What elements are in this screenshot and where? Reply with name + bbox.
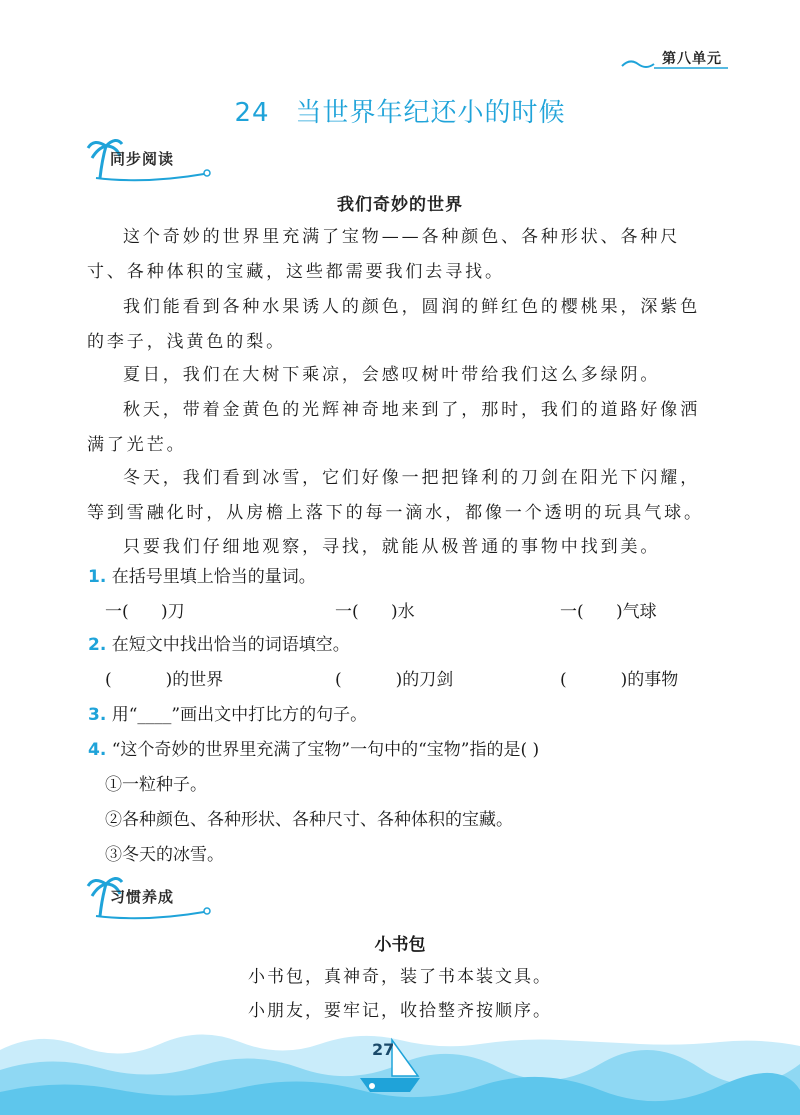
paragraph-4: 秋天，带着金黄色的光辉神奇地来到了，那时，我们的道路好像洒满了光芒。 <box>87 400 701 455</box>
page-number: 27 <box>372 1040 395 1059</box>
question-2 <box>88 630 350 660</box>
question-number: 1. <box>88 567 107 587</box>
option-3[interactable]: ③冬天的冰雪。 <box>105 845 224 865</box>
lesson-name: 当世界年纪还小的时候 <box>295 98 566 128</box>
poem-line-1: 小书包，真神奇，装了书本装文具。 <box>248 967 552 987</box>
lesson-title <box>0 92 800 129</box>
question-4 <box>88 735 539 765</box>
section-header-habit <box>86 872 216 922</box>
blank-item[interactable]: ( )的刀剑 <box>335 670 454 690</box>
paragraph-6: 只要我们仔细地观察，寻找，就能从极普通的事物中找到美。 <box>123 537 661 557</box>
section-label-habit: 习惯养成 <box>110 888 175 906</box>
section-header-reading <box>86 134 216 184</box>
blank-item[interactable]: 一( )水 <box>335 602 415 622</box>
question-text: 用“____”画出文中打比方的句子。 <box>111 705 368 725</box>
footer-waves <box>0 1020 800 1115</box>
paragraph-3: 夏日，我们在大树下乘凉，会感叹树叶带给我们这么多绿阴。 <box>123 365 661 385</box>
poem-line-2: 小朋友，要牢记，收拾整齐按顺序。 <box>248 1001 552 1021</box>
question-3 <box>88 700 367 730</box>
question-text: “这个奇妙的世界里充满了宝物”一句中的“宝物”指的是( ) <box>111 740 540 760</box>
unit-tag <box>620 46 730 74</box>
blank-row-2 <box>105 665 725 695</box>
question-text: 在短文中找出恰当的词语填空。 <box>111 635 350 655</box>
blank-item[interactable]: 一( )气球 <box>560 602 657 622</box>
option-1[interactable]: ①一粒种子。 <box>105 775 207 795</box>
question-number: 4. <box>88 740 107 760</box>
lesson-number: 24 <box>234 98 270 128</box>
article-title: 我们奇妙的世界 <box>337 195 463 215</box>
blank-item[interactable]: ( )的事物 <box>560 670 679 690</box>
section-label-reading: 同步阅读 <box>110 150 175 168</box>
paragraph-2: 我们能看到各种水果诱人的颜色，圆润的鲜红色的樱桃果，深紫色的李子，浅黄色的梨。 <box>87 297 701 352</box>
option-2[interactable]: ②各种颜色、各种形状、各种尺寸、各种体积的宝藏。 <box>105 810 513 830</box>
question-text: 在括号里填上恰当的量词。 <box>111 567 316 587</box>
question-number: 2. <box>88 635 107 655</box>
paragraph-1: 这个奇妙的世界里充满了宝物——各种颜色、各种形状、各种尺寸、各种体积的宝藏，这些都需要我们去寻找。 <box>87 227 681 282</box>
blank-item[interactable]: ( )的世界 <box>105 670 224 690</box>
question-number: 3. <box>88 705 107 725</box>
blank-item[interactable]: 一( )刀 <box>105 602 185 622</box>
poem-title: 小书包 <box>374 935 426 955</box>
blank-row-1 <box>105 597 725 627</box>
paragraph-5: 冬天，我们看到冰雪，它们好像一把把锋利的刀剑在阳光下闪耀，等到雪融化时，从房檐上落下的每一滴水，都像一个透明的玩具气球。 <box>87 468 704 523</box>
question-1 <box>88 562 316 592</box>
unit-label: 第八单元 <box>662 51 722 67</box>
